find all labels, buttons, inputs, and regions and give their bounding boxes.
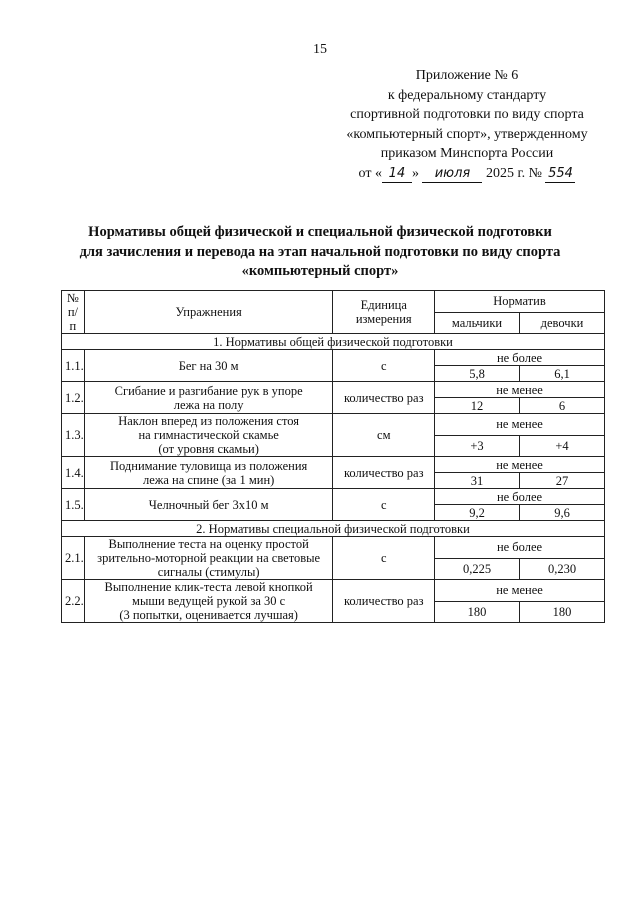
row-exercise: Выполнение клик-теста левой кнопкой мыши ведущей рукой за 30 с (3 попытки, оценивается лучшая) (84, 580, 333, 623)
page-number: 15 (313, 42, 327, 57)
row-boys-value: 12 (435, 398, 520, 414)
row-girls-value: 9,6 (520, 505, 605, 521)
row-condition: не более (435, 350, 605, 366)
title-line: Нормативы общей физической и специальной физической подготовки (88, 224, 552, 240)
row-boys-value: 9,2 (435, 505, 520, 521)
table-row (62, 350, 605, 366)
table-row (62, 580, 605, 602)
header-number: № п/п (62, 291, 85, 334)
row-boys-value: 5,8 (435, 366, 520, 382)
row-number: 1.5. (62, 489, 85, 521)
section-title: 2. Нормативы специальной физической подготовки (62, 521, 605, 537)
row-number: 1.3. (62, 414, 85, 457)
section-title: 1. Нормативы общей физической подготовки (62, 334, 605, 350)
order-date-line (332, 164, 602, 184)
appendix-line: «компьютерный спорт», утвержденному (346, 126, 588, 142)
row-unit: с (333, 537, 435, 580)
table-row (62, 382, 605, 398)
row-girls-value: 27 (520, 473, 605, 489)
table-row (62, 414, 605, 436)
row-boys-value: +3 (435, 435, 520, 457)
row-girls-value: 6 (520, 398, 605, 414)
row-unit: с (333, 350, 435, 382)
handwritten-month: июля (422, 166, 482, 183)
row-number: 2.1. (62, 537, 85, 580)
handwritten-day: 14 (382, 166, 412, 183)
appendix-line: приказом Минспорта России (380, 146, 554, 161)
table-row (62, 537, 605, 559)
date-mid: » (411, 165, 419, 181)
row-number: 1.4. (62, 457, 85, 489)
row-exercise: Бег на 30 м (84, 350, 333, 382)
section-row (62, 521, 605, 537)
section-row (62, 334, 605, 350)
norms-table (61, 290, 605, 623)
row-exercise: Сгибание и разгибание рук в упоре лежа на полу (84, 382, 333, 414)
row-unit: с (333, 489, 435, 521)
row-girls-value: 0,230 (520, 558, 605, 580)
title-line: «компьютерный спорт» (241, 263, 399, 279)
row-condition: не менее (435, 382, 605, 398)
header-girls: девочки (520, 312, 605, 334)
appendix-block (332, 66, 602, 183)
row-unit: количество раз (333, 457, 435, 489)
row-unit: количество раз (333, 382, 435, 414)
table-row (62, 489, 605, 505)
row-exercise: Выполнение теста на оценку простой зрительно-моторной реакции на световые сигналы (стимулы) (84, 537, 333, 580)
appendix-line: к федеральному стандарту (387, 87, 547, 103)
row-exercise: Поднимание туловища из положения лежа на спине (за 1 мин) (84, 457, 333, 489)
date-prefix: от « (358, 165, 382, 181)
row-condition: не менее (435, 580, 605, 602)
table-header-row (62, 291, 605, 313)
row-unit: количество раз (333, 580, 435, 623)
handwritten-order-number: 554 (545, 166, 575, 183)
row-condition: не менее (435, 457, 605, 473)
row-condition: не более (435, 489, 605, 505)
document-title (30, 223, 610, 282)
appendix-line: Приложение № 6 (415, 68, 519, 83)
row-girls-value: +4 (520, 435, 605, 457)
row-girls-value: 180 (520, 601, 605, 623)
header-norm: Норматив (435, 291, 605, 313)
header-boys: мальчики (435, 312, 520, 334)
row-exercise: Наклон вперед из положения стоя на гимнастической скамье (от уровня скамьи) (84, 414, 333, 457)
row-number: 1.2. (62, 382, 85, 414)
date-year: 2025 г. № (485, 165, 542, 181)
row-boys-value: 31 (435, 473, 520, 489)
row-girls-value: 6,1 (520, 366, 605, 382)
row-number: 2.2. (62, 580, 85, 623)
row-condition: не менее (435, 414, 605, 436)
row-exercise: Челночный бег 3х10 м (84, 489, 333, 521)
row-number: 1.1. (62, 350, 85, 382)
appendix-line: спортивной подготовки по виду спорта (350, 107, 584, 122)
header-unit: Единица измерения (333, 291, 435, 334)
table-row (62, 457, 605, 473)
title-line: для зачисления и перевода на этап начальной подготовки по виду спорта (79, 243, 561, 260)
row-unit: см (333, 414, 435, 457)
row-condition: не более (435, 537, 605, 559)
header-exercise: Упражнения (84, 291, 333, 334)
row-boys-value: 0,225 (435, 558, 520, 580)
row-boys-value: 180 (435, 601, 520, 623)
